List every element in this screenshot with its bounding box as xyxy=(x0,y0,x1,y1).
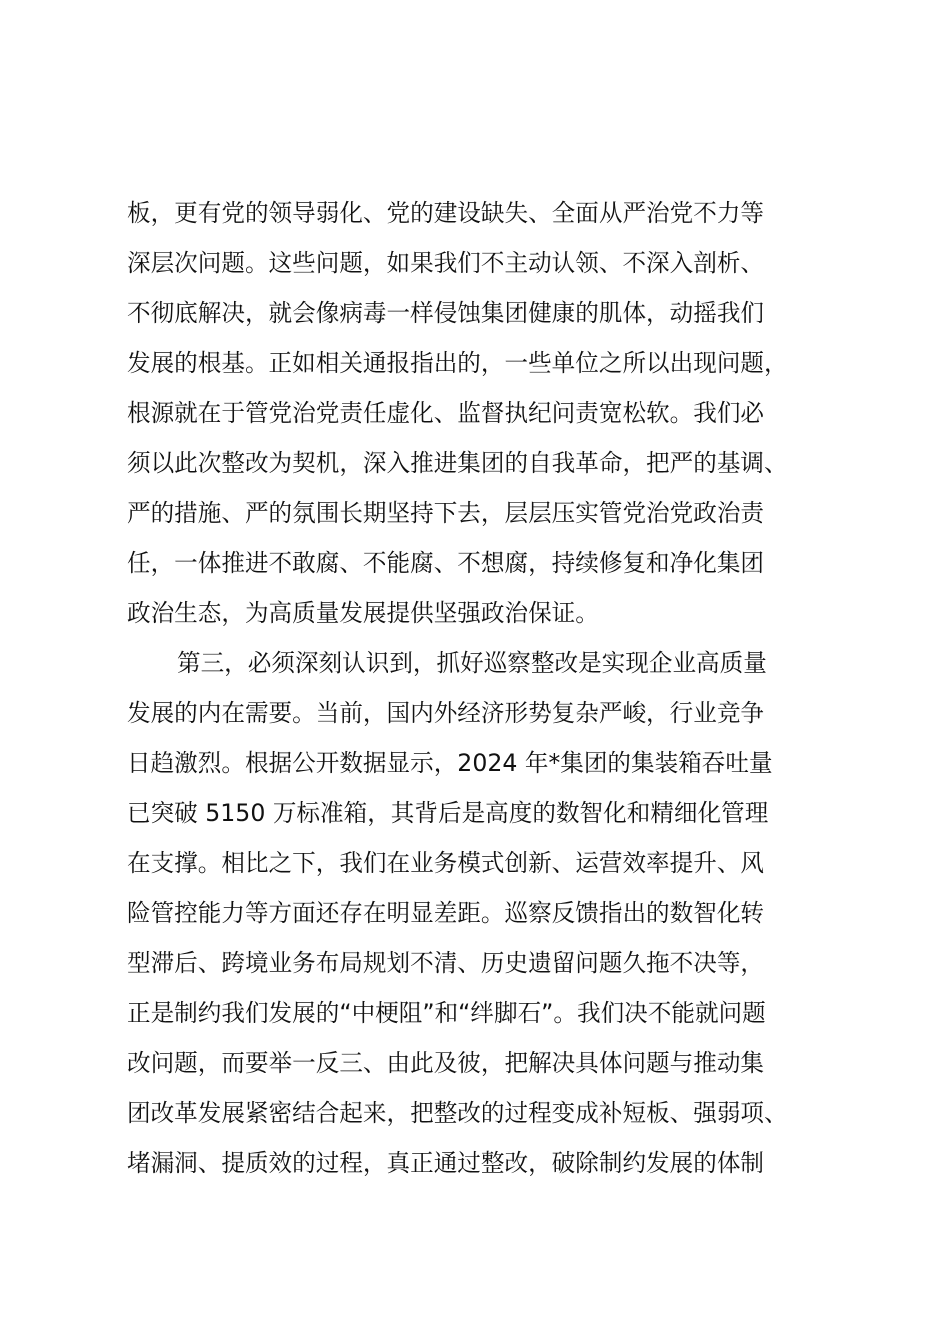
text-line: 须以此次整改为契机，深入推进集团的自我革命，把严的基调、 xyxy=(127,449,788,477)
text-line: 严的措施、严的氛围长期坚持下去，层层压实管党治党政治责 xyxy=(127,499,765,527)
text-line: 已突破 5150 万标准箱，其背后是高度的数智化和精细化管理 xyxy=(127,799,769,827)
paragraph-third-point xyxy=(127,638,847,1188)
paragraph-continued xyxy=(127,188,847,638)
text-line: 政治生态，为高质量发展提供坚强政治保证。 xyxy=(127,599,599,627)
text-line: 任，一体推进不敢腐、不能腐、不想腐，持续修复和净化集团 xyxy=(127,549,765,577)
text-line: 发展的内在需要。当前，国内外经济形势复杂严峻，行业竞争 xyxy=(127,699,765,727)
text-line: 正是制约我们发展的“中梗阻”和“绊脚石”。我们决不能就问题 xyxy=(127,999,766,1027)
text-line: 改问题，而要举一反三、由此及彼，把解决具体问题与推动集 xyxy=(127,1049,765,1077)
text-line: 型滞后、跨境业务布局规划不清、历史遗留问题久拖不决等， xyxy=(127,949,765,977)
document-body xyxy=(127,188,847,1188)
text-line: 根源就在于管党治党责任虚化、监督执纪问责宽松软。我们必 xyxy=(127,399,765,427)
text-line-indented: 第三，必须深刻认识到，抓好巡察整改是实现企业高质量 xyxy=(177,649,767,677)
text-line: 堵漏洞、提质效的过程，真正通过整改，破除制约发展的体制 xyxy=(127,1149,765,1177)
text-line: 日趋激烈。根据公开数据显示，2024 年*集团的集装箱吞吐量 xyxy=(127,749,773,777)
text-line: 发展的根基。正如相关通报指出的，一些单位之所以出现问题， xyxy=(127,349,788,377)
text-line: 深层次问题。这些问题，如果我们不主动认领、不深入剖析、 xyxy=(127,249,765,277)
text-line: 险管控能力等方面还存在明显差距。巡察反馈指出的数智化转 xyxy=(127,899,765,927)
text-line: 团改革发展紧密结合起来，把整改的过程变成补短板、强弱项、 xyxy=(127,1099,788,1127)
text-line: 不彻底解决，就会像病毒一样侵蚀集团健康的肌体，动摇我们 xyxy=(127,299,765,327)
text-line: 板，更有党的领导弱化、党的建设缺失、全面从严治党不力等 xyxy=(127,199,765,227)
text-line: 在支撑。相比之下，我们在业务模式创新、运营效率提升、风 xyxy=(127,849,765,877)
